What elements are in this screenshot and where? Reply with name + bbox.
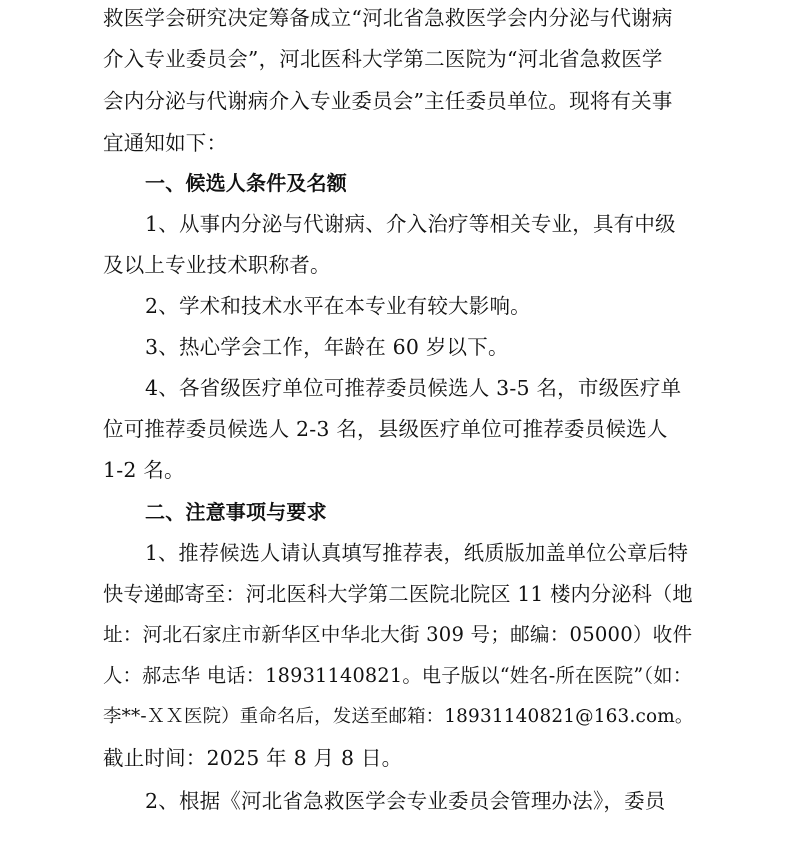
paragraph-line: 址：河北石家庄市新华区中华北大街 309 号；邮编：05000）收件 <box>103 623 693 646</box>
paragraph-line: 介入专业委员会”，河北医科大学第二医院为“河北省急救医学 <box>103 47 663 71</box>
paragraph-line: 会内分泌与代谢病介入专业委员会”主任委员单位。现将有关事 <box>103 89 673 113</box>
paragraph-line: 1、推荐候选人请认真填写推荐表，纸质版加盖单位公章后特 <box>145 541 689 565</box>
paragraph-line: 宜通知如下： <box>103 131 228 155</box>
paragraph-line: 2、根据《河北省急救医学会专业委员会管理办法》，委员 <box>145 789 666 813</box>
paragraph-line: 及以上专业技术职称者。 <box>103 253 331 277</box>
paragraph-line: 2、学术和技术水平在本专业有较大影响。 <box>145 294 531 318</box>
paragraph-line: 人：郝志华 电话：18931140821。电子版以“姓名-所在医院”（如： <box>103 664 693 687</box>
paragraph-line: 4、各省级医疗单位可推荐委员候选人 3-5 名，市级医疗单 <box>145 376 682 400</box>
paragraph-line: 1-2 名。 <box>103 458 185 482</box>
paragraph-line: 1、从事内分泌与代谢病、介入治疗等相关专业，具有中级 <box>145 212 676 236</box>
paragraph-line: 李**-ＸＸ医院）重命名后，发送至邮箱：18931140821@163.com。 <box>103 706 694 727</box>
paragraph-line: 3、热心学会工作，年龄在 60 岁以下。 <box>145 335 509 359</box>
section-heading-requirements: 二、注意事项与要求 <box>145 500 327 524</box>
paragraph-line: 位可推荐委员候选人 2-3 名，县级医疗单位可推荐委员候选人 <box>103 417 668 441</box>
paragraph-line: 快专递邮寄至：河北医科大学第二医院北院区 11 楼内分泌科（地 <box>103 582 693 606</box>
section-heading-candidates: 一、候选人条件及名额 <box>145 171 347 195</box>
paragraph-line: 救医学会研究决定筹备成立“河北省急救医学会内分泌与代谢病 <box>103 6 673 30</box>
paragraph-line: 截止时间：2025 年 8 月 8 日。 <box>103 746 403 770</box>
